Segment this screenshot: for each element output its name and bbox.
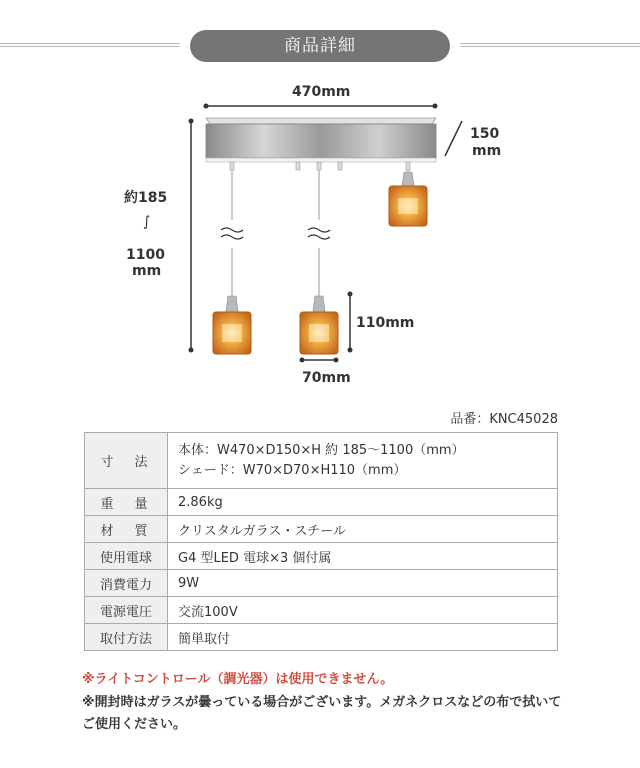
cord-hooks [230,162,410,170]
ceiling-bar [206,118,436,162]
height-dimension-line [189,119,194,353]
glass-shade-left [213,296,251,354]
row-label: 電源電圧 [85,597,168,624]
row-value: クリスタルガラス・スチール [168,516,558,543]
shade-height-dimension-line [348,292,353,353]
shade-width-dimension-line [300,358,339,363]
row-value: 簡単取付 [168,624,558,651]
height-label-max: 1100 [126,247,165,263]
part-number: 品番：KNC45028 [450,412,558,427]
table-row [85,543,558,570]
table-row [85,433,558,489]
row-label: 使用電球 [85,543,168,570]
depth-label-value: 150 [470,126,500,142]
row-value: 2.86kg [168,489,558,516]
depth-dimension-line [445,121,462,156]
width-label: 470mm [292,84,351,100]
row-label: 取付方法 [85,624,168,651]
row-label: 重 量 [85,489,168,516]
row-value-line: シェード：W70×D70×H110（mm） [178,462,407,478]
row-value: 9W [168,570,558,597]
table-row [85,516,558,543]
width-dimension-line [204,104,438,109]
row-label: 寸 法 [85,433,168,489]
height-label-min: 約185 [124,190,168,206]
table-row [85,624,558,651]
cord-break-marks [221,228,330,239]
height-label-range: ∫ [143,214,151,230]
spec-table [84,432,558,651]
row-value: G4 型LED 電球×3 個付属 [168,543,558,570]
shade-height-label: 110mm [356,315,415,331]
row-label: 消費電力 [85,570,168,597]
row-value-line: 本体：W470×D150×H 約 185〜1100（mm） [178,442,465,458]
dimmer-warning-note: ※ライトコントロール（調光器）は使用できません。 [82,672,394,687]
pendant-cords [232,170,408,296]
table-row [85,489,558,516]
depth-label-unit: mm [472,143,502,159]
section-title: 商品詳細 [190,30,450,62]
row-label: 材 質 [85,516,168,543]
table-row [85,597,558,624]
table-row [85,570,558,597]
row-value [168,433,558,489]
shade-width-label: 70mm [302,370,351,386]
glass-shade-center [300,296,338,354]
glass-fog-note: ※開封時はガラスが曇っている場合がございます。メガネクロスなどの布で拭いてご使用ください。 [82,695,562,732]
glass-shade-right [389,172,427,226]
row-value: 交流100V [168,597,558,624]
height-label-unit: mm [132,263,162,279]
